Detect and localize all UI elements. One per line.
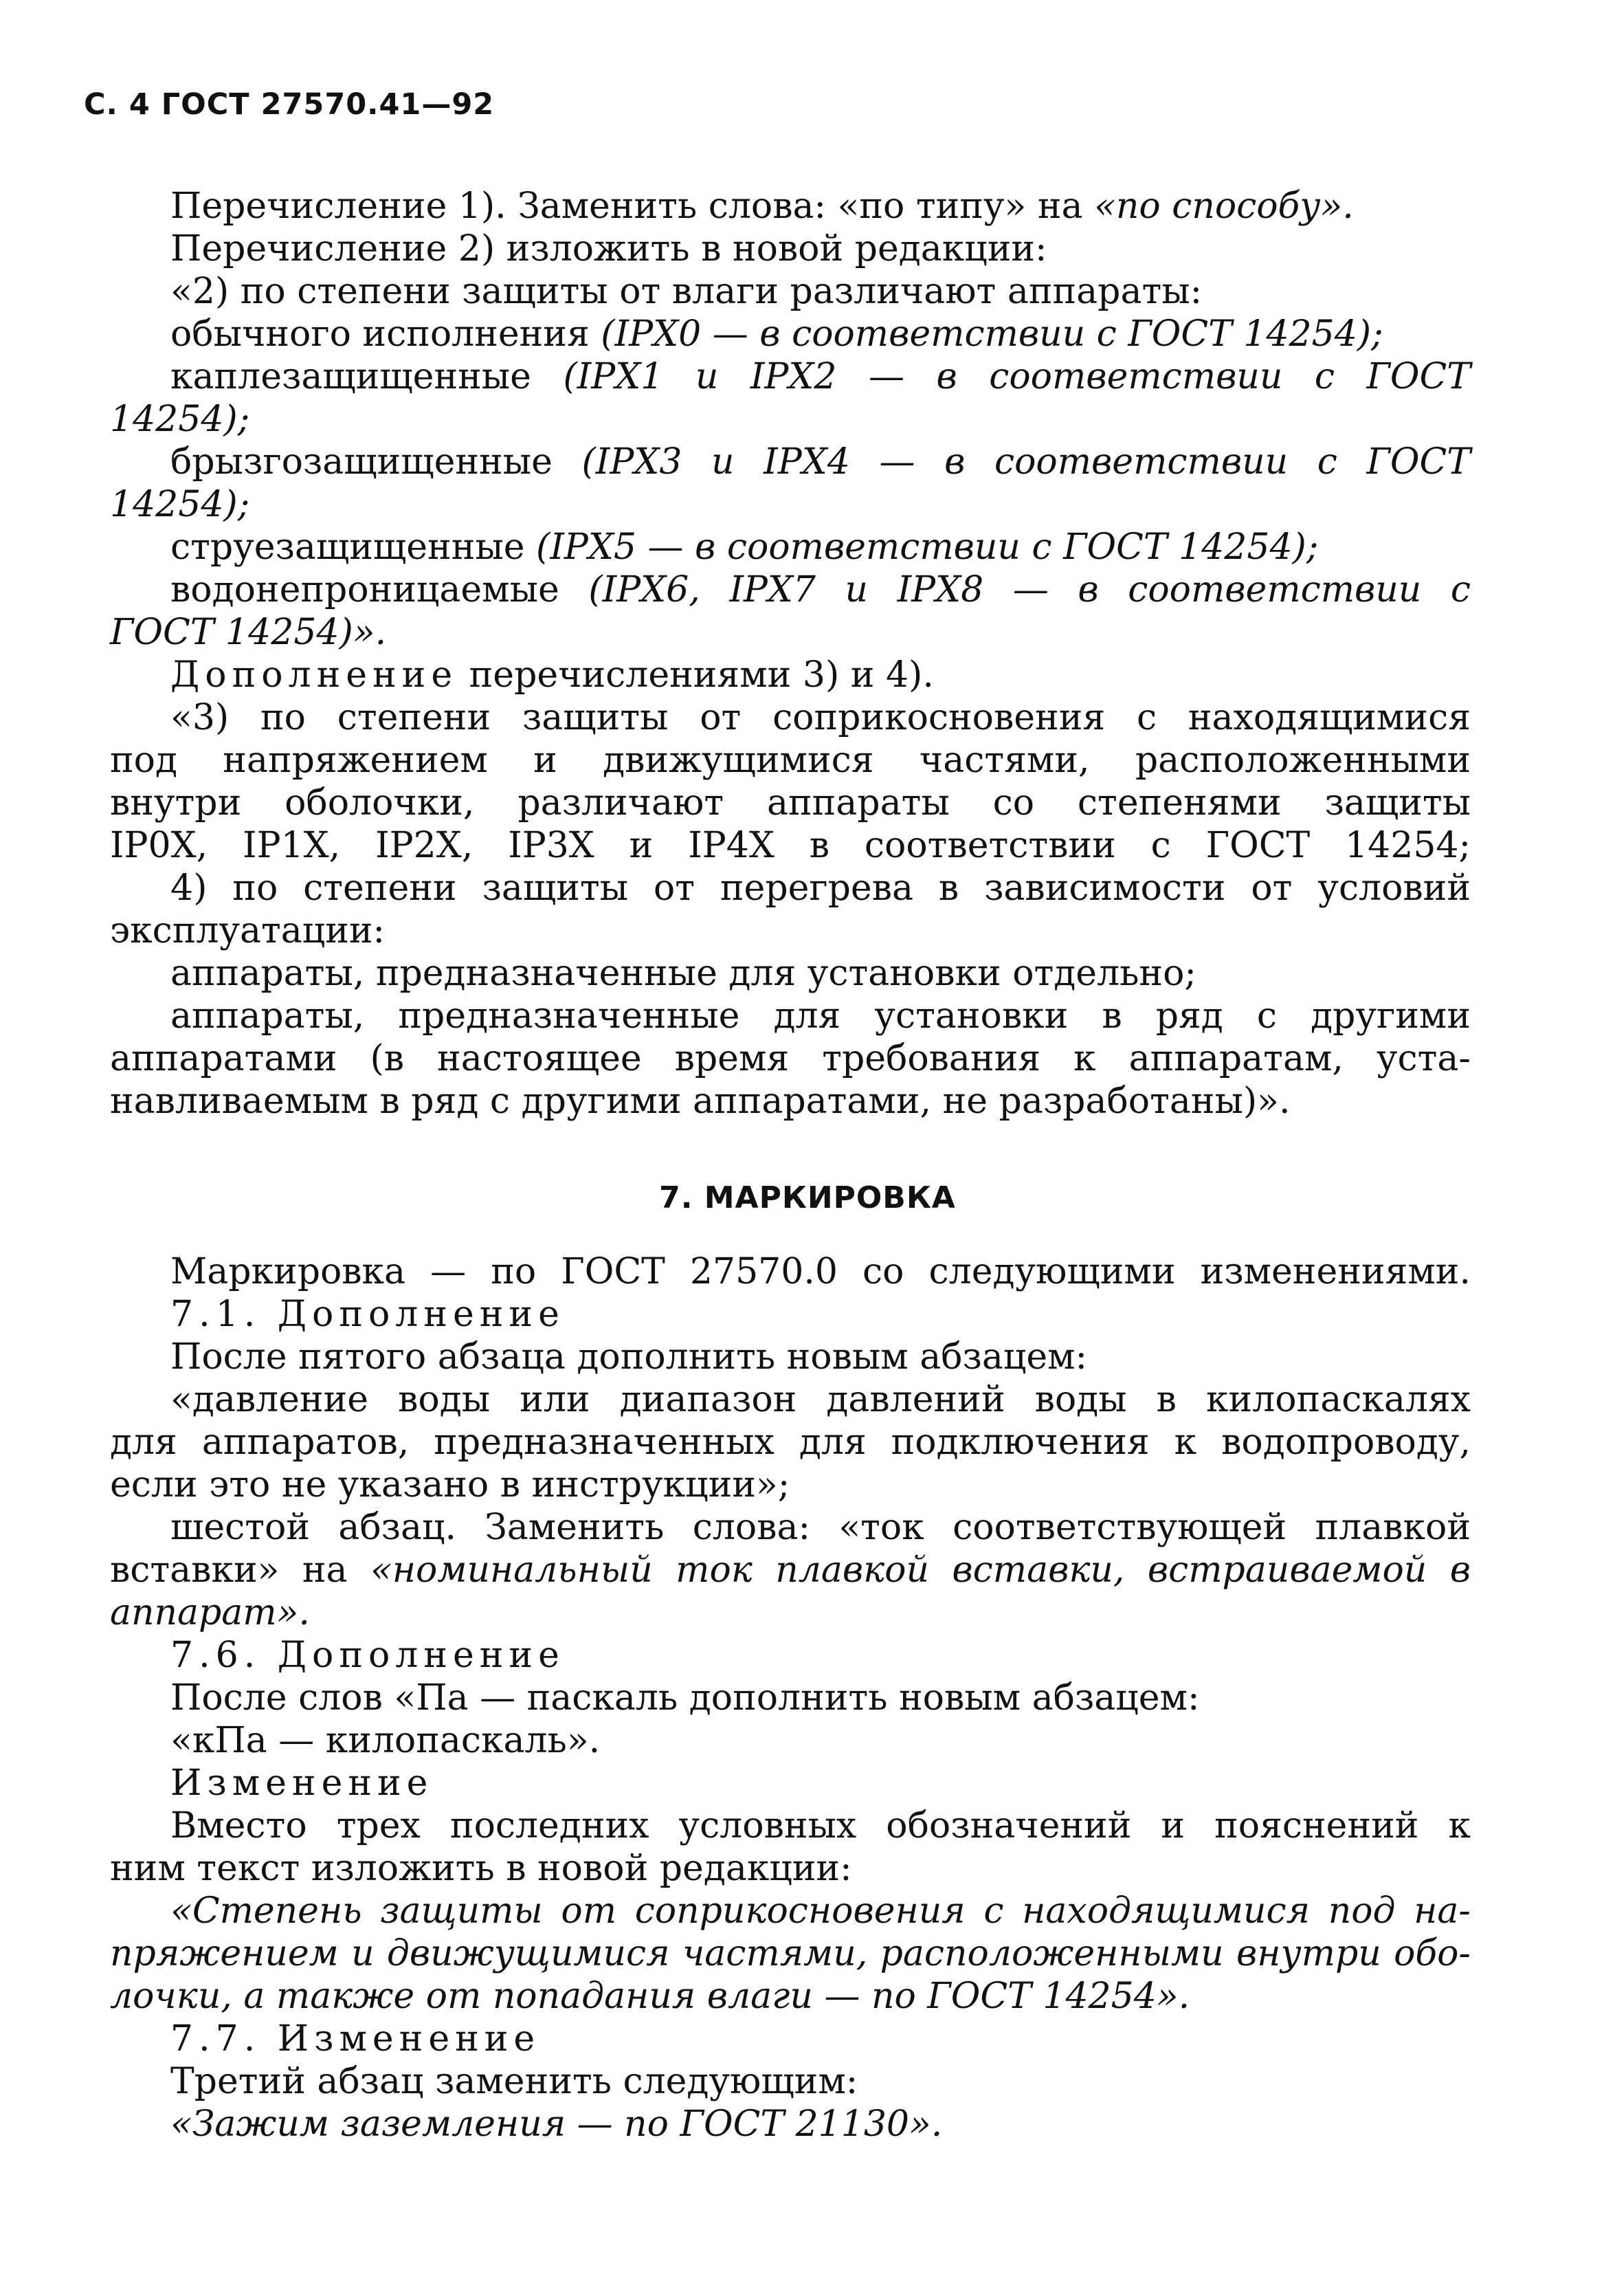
text-line: эксплуатации: <box>110 910 386 951</box>
text-span: обычного исполнения <box>170 313 601 355</box>
text-line <box>170 525 1318 569</box>
text-line <box>170 355 1471 399</box>
text-line: «2) по степени защиты от влаги различают аппараты: <box>170 271 1203 312</box>
text-line: аппарат». <box>110 1592 310 1633</box>
text-line: 4) по степени защиты от перегрева в зависимости от условий <box>170 868 1471 909</box>
subsection-title: 7.1. Дополнение <box>170 1294 565 1335</box>
text-span: брызгозащищенные <box>170 441 582 483</box>
text-line <box>170 440 1471 484</box>
text-line: ним текст изложить в новой редакции: <box>110 1848 852 1889</box>
text-line: После пятого абзаца дополнить новым абзацем: <box>170 1336 1088 1378</box>
text-line: ГОСТ 14254)». <box>110 612 387 653</box>
text-line: аппаратами (в настоящее время требования к аппаратам, уста- <box>110 1038 1471 1079</box>
text-line: навливаемым в ряд с другими аппаратами, не разработаны)». <box>110 1081 1291 1122</box>
text-line <box>170 184 1354 228</box>
italic-span: «номинальный ток плавкой вставки, встраиваемой в <box>370 1549 1471 1591</box>
subsection-title: Изменение <box>170 1763 434 1804</box>
text-span: водонепроницаемые <box>170 569 589 610</box>
italic-span: (IPX3 и IPX4 — в соответствии с ГОСТ <box>581 441 1471 483</box>
text-span: вставки» на <box>110 1549 370 1591</box>
text-line <box>110 1548 1471 1592</box>
italic-span: «по способу». <box>1094 186 1354 227</box>
text-line: пряжением и движущимися частями, расположенными внутри обо- <box>110 1933 1471 1974</box>
text-line: «давление воды или диапазон давлений воды в килопаскалях <box>170 1379 1471 1420</box>
text-line: «Зажим заземления — по ГОСТ 21130». <box>170 2104 943 2145</box>
spaced-span: Дополнение <box>170 654 458 696</box>
text-span: Перечисление 1). Заменить слова: «по типу» на <box>170 186 1095 227</box>
text-line: Третий абзац заменить следующим: <box>170 2061 858 2102</box>
text-line: Вместо трех последних условных обозначений и пояснений к <box>170 1805 1471 1846</box>
section-heading: 7. МАРКИРОВКА <box>659 1180 956 1215</box>
text-line: если это не указано в инструкции»; <box>110 1464 790 1505</box>
text-line: 14254); <box>110 484 250 525</box>
text-span: струезащищенные <box>170 527 537 568</box>
text-line: После слов «Па — паскаль дополнить новым абзацем: <box>170 1677 1200 1719</box>
text-line: «3) по степени защиты от соприкосновения с находящимися <box>170 697 1471 738</box>
text-line: внутри оболочки, различают аппараты со степенями защиты <box>110 782 1471 824</box>
text-line <box>170 653 934 697</box>
text-line: Маркировка — по ГОСТ 27570.0 со следующими изменениями. <box>170 1251 1471 1292</box>
italic-span: (IPX1 и IPX2 — в соответствии с ГОСТ <box>563 356 1471 397</box>
italic-span: (IPX6, IPX7 и IPX8 — в соответствии с <box>588 569 1471 610</box>
subsection-title: 7.7. Изменение <box>170 2018 541 2060</box>
text-line: аппараты, предназначенные для установки отдельно; <box>170 953 1196 994</box>
text-line: под напряжением и движущимися частями, расположенными <box>110 740 1471 781</box>
text-span: каплезащищенные <box>170 356 564 397</box>
text-line: «кПа — килопаскаль». <box>170 1720 601 1761</box>
text-line: шестой абзац. Заменить слова: «ток соответствующей плавкой <box>170 1507 1471 1548</box>
text-line <box>170 568 1471 612</box>
italic-span: (IPX0 — в соответствии с ГОСТ 14254); <box>601 313 1383 355</box>
text-line <box>170 312 1383 356</box>
text-span: перечислениями 3) и 4). <box>458 654 934 696</box>
text-line: для аппаратов, предназначенных для подключения к водопроводу, <box>110 1422 1471 1463</box>
page-header: С. 4 ГОСТ 27570.41—92 <box>84 87 495 122</box>
text-line: 14254); <box>110 399 250 440</box>
text-line: Перечисление 2) изложить в новой редакции: <box>170 228 1047 269</box>
text-line: «Степень защиты от соприкосновения с находящимися под на- <box>170 1890 1471 1932</box>
subsection-title: 7.6. Дополнение <box>170 1635 565 1676</box>
text-line: лочки, а также от попадания влаги — по ГОСТ 14254». <box>110 1976 1190 2017</box>
text-line: аппараты, предназначенные для установки в ряд с другими <box>170 995 1471 1037</box>
italic-span: (IPX5 — в соответствии с ГОСТ 14254); <box>536 527 1319 568</box>
text-line: IP0X, IP1X, IP2X, IP3X и IP4X в соответствии с ГОСТ 14254; <box>110 825 1471 866</box>
